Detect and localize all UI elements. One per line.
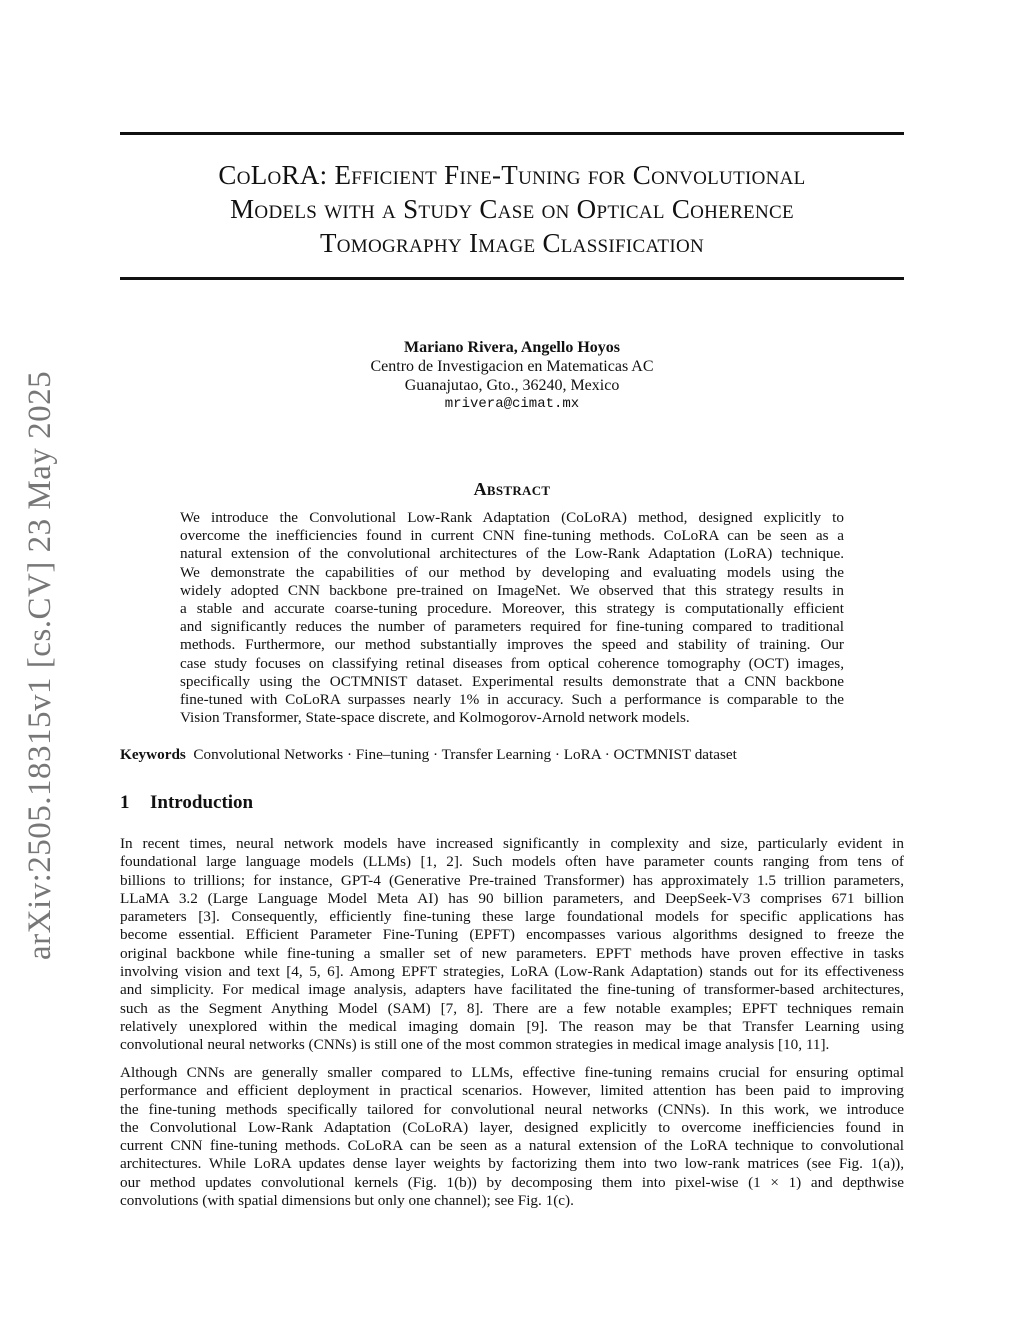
keywords-line (120, 746, 904, 764)
paragraph-line: the Convolutional Low-Rank Adaptation (CoLoRA) layer, designed explicitly to overcome inefficiencies found in (120, 1118, 904, 1136)
abstract-line: specifically using the OCTMNIST dataset. Experimental results demonstrate that a CNN backbone (180, 672, 844, 690)
paragraph-line: LLaMA 3.2 (Large Language Model Meta AI) has 90 billion parameters, and DeepSeek-V3 comprises 671 billion (120, 889, 904, 907)
abstract-line: case study focuses on classifying retinal diseases from optical coherence tomography (OCT) images, (180, 654, 844, 672)
paragraph-line: convolutions (with spatial dimensions but only one channel); see Fig. 1(c). (120, 1192, 574, 1210)
title-bottom-rule (120, 277, 904, 280)
title-top-rule (120, 132, 904, 135)
title-line-3: Tomography Image Classification (319, 228, 705, 258)
paragraph-line: current CNN fine-tuning methods. CoLoRA can be seen as a natural extension of the LoRA technique to convolutional (120, 1137, 904, 1155)
paragraph-line: original backbone while fine-tuning a smaller set of new parameters. EPFT methods have proven effective in tasks (120, 944, 904, 962)
keywords-list: Convolutional Networks · Fine–tuning · Transfer Learning · LoRA · OCTMNIST dataset (193, 746, 737, 763)
intro-paragraph-1 (120, 835, 904, 1055)
abstract-line: widely adopted CNN backbone pre-trained on ImageNet. We observed that this strategy results in (180, 581, 844, 599)
paper-title (120, 158, 904, 260)
intro-paragraph-2 (120, 1064, 904, 1210)
paragraph-line: involving vision and text [4, 5, 6]. Among EPFT strategies, LoRA (Low-Rank Adaptation) stands out for its effectiveness (120, 963, 904, 981)
paragraph-line: convolutional neural networks (CNNs) is still one of the most common strategies in medical image analysis [10, 11]. (120, 1036, 830, 1054)
section-heading (120, 792, 253, 814)
keywords-label: Keywords (120, 746, 186, 763)
title-line-2: Models with a Study Case on Optical Coherence (230, 194, 794, 224)
abstract-line: We introduce the Convolutional Low-Rank Adaptation (CoLoRA) method, designed explicitly to (180, 509, 844, 526)
abstract-heading: Abstract (473, 479, 551, 499)
paragraph-line: performance and efficient deployment in practical scenarios. However, limited attention has been paid to improving (120, 1082, 904, 1100)
paragraph-line: become essential. Efficient Parameter Fine-Tuning (EPFT) encompasses various algorithms designed to freeze the (120, 926, 904, 944)
abstract-line: and significantly reduces the number of parameters required for fine-tuning compared to traditional (180, 618, 844, 636)
author-affiliation: Centro de Investigacion en Matematicas AC (370, 358, 654, 375)
author-address: Guanajutao, Gto., 36240, Mexico (404, 377, 620, 394)
abstract-line: Vision Transformer, State-space discrete, and Kolmogorov-Arnold network models. (180, 709, 690, 727)
abstract-line: a stable and accurate coarse-tuning procedure. Moreover, this strategy is computationally efficient (180, 600, 844, 618)
paragraph-line: billions to trillions; for instance, GPT-4 (Generative Pre-trained Transformer) has approximately 1.5 trillion parameters, (120, 871, 904, 889)
abstract-line: methods. Furthermore, our method substantially improves the speed and stability of training. Our (180, 636, 844, 654)
section-number: 1 (120, 792, 130, 813)
abstract-line: fine-tuned with CoLoRA surpasses nearly 1% in accuracy. Such a performance is comparable to the (180, 691, 844, 709)
author-names: Mariano Rivera, Angello Hoyos (404, 339, 620, 356)
abstract-body (180, 509, 844, 727)
paragraph-line: relatively unexplored within the medical imaging domain [9]. The reason may be that Transfer Learning using (120, 1017, 904, 1035)
title-line-1: CoLoRA: Efficient Fine-Tuning for Convolutional (218, 160, 806, 190)
author-block (120, 338, 904, 414)
paragraph-line: and simplicity. For medical image analysis, adapters have facilitated the fine-tuning of transformer-based architectures, (120, 981, 904, 999)
paragraph-line: our method updates convolutional kernels (Fig. 1(b)) by decomposing them into pixel-wise (1 × 1) and depthwise (120, 1173, 904, 1191)
section-title: Introduction (150, 792, 254, 813)
abstract-line: We demonstrate the capabilities of our method by developing and evaluating models using the (180, 563, 844, 581)
paragraph-line: architectures. While LoRA updates dense layer weights by factorizing them into two low-rank matrices (see Fig. 1(a)), (120, 1155, 904, 1173)
abstract-line: natural extension of the convolutional architectures of the Low-Rank Adaptation (LoRA) technique. (180, 545, 844, 563)
paragraph-line: parameters [3]. Consequently, efficiently fine-tuning these large foundational models for specific applications has (120, 908, 904, 926)
paragraph-line: such as the Segment Anything Model (SAM) [7, 8]. There are a few notable examples; EPFT techniques remain (120, 999, 904, 1017)
paragraph-line: the fine-tuning methods specifically tailored for convolutional neural networks (CNNs). In this work, we introduce (120, 1100, 904, 1118)
paragraph-line: Although CNNs are generally smaller compared to LLMs, effective fine-tuning remains crucial for ensuring optimal (120, 1064, 904, 1081)
arxiv-identifier-stamp: arXiv:2505.18315v1 [cs.CV] 23 May 2025 (22, 370, 58, 960)
author-email: mrivera@cimat.mx (444, 396, 580, 412)
paragraph-line: In recent times, neural network models have increased significantly in complexity and size, particularly evident in (120, 835, 904, 852)
abstract-line: overcome the inefficiencies found in current CNN fine-tuning methods. CoLoRA can be seen as a (180, 527, 844, 545)
paragraph-line: foundational large language models (LLMs) [1, 2]. Such models often have parameter counts ranging from tens of (120, 853, 904, 871)
